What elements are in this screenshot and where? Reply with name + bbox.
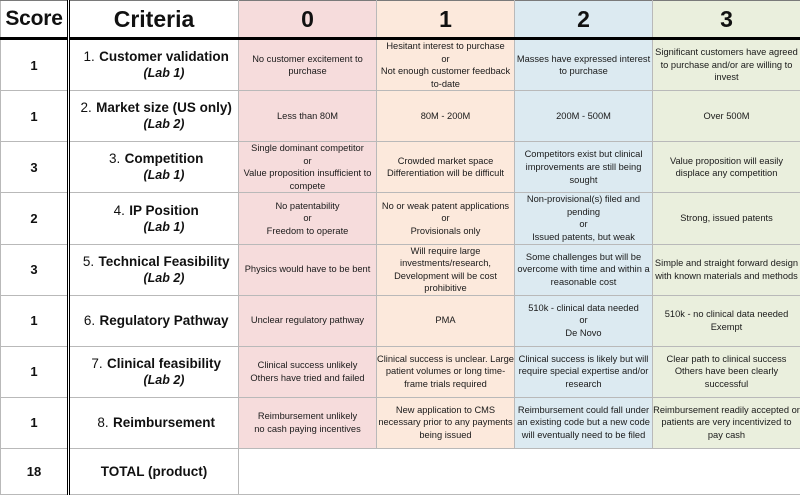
criteria-title <box>79 49 229 64</box>
level-2-description: 200M - 500M <box>515 91 653 142</box>
level-2-description: Masses have expressed interest to purchase <box>515 39 653 91</box>
level-2-description: Clinical success is likely but will require special expertise and/or research <box>515 346 653 397</box>
level-3-description: Strong, issued patents <box>653 193 800 244</box>
table-row <box>1 295 800 346</box>
criteria-cell <box>69 397 239 448</box>
criteria-title <box>78 254 229 269</box>
criteria-cell <box>69 91 239 142</box>
level-0-description: No customer excitement to purchase <box>239 39 377 91</box>
level-0-description: Clinical success unlikely Others have tried and failed <box>239 346 377 397</box>
level-2-description: 510k - clinical data needed or De Novo <box>515 295 653 346</box>
table-body <box>1 39 800 495</box>
table-row <box>1 39 800 91</box>
criteria-title <box>79 313 228 328</box>
level-1-description: PMA <box>377 295 515 346</box>
table-row <box>1 346 800 397</box>
table-row <box>1 193 800 244</box>
level-2-description: Some challenges but will be overcome with time and within a reasonable cost <box>515 244 653 295</box>
criteria-name: Clinical feasibility <box>107 356 221 371</box>
criteria-cell <box>69 142 239 193</box>
criteria-number: 2. <box>76 100 96 117</box>
criteria-name: Regulatory Pathway <box>99 313 228 328</box>
level-3-description: 510k - no clinical data needed Exempt <box>653 295 800 346</box>
criteria-title <box>87 356 221 371</box>
table-row <box>1 397 800 448</box>
criteria-cell <box>69 346 239 397</box>
criteria-cell <box>69 295 239 346</box>
level-0-description: Unclear regulatory pathway <box>239 295 377 346</box>
score-value: 1 <box>1 397 69 448</box>
level-1-description: Will require large investments/research, Development will be cost prohibitive <box>377 244 515 295</box>
criteria-name: IP Position <box>129 203 199 218</box>
column-header-level-3: 3 <box>653 1 800 39</box>
criteria-name: Reimbursement <box>113 415 215 430</box>
level-3-description: Simple and straight forward design with known materials and methods <box>653 244 800 295</box>
score-value: 3 <box>1 244 69 295</box>
level-1-description: No or weak patent applications or Provisionals only <box>377 193 515 244</box>
level-2-description: Non-provisional(s) filed and pending or Issued patents, but weak <box>515 193 653 244</box>
score-value: 2 <box>1 193 69 244</box>
column-header-level-2: 2 <box>515 1 653 39</box>
column-header-score: Score <box>1 1 69 39</box>
criteria-lab: (Lab 1) <box>90 220 238 236</box>
criteria-lab: (Lab 2) <box>90 373 238 389</box>
criteria-name: Market size (US only) <box>96 100 232 115</box>
level-3-description: Over 500M <box>653 91 800 142</box>
score-value: 1 <box>1 346 69 397</box>
level-0-description: Less than 80M <box>239 91 377 142</box>
table-row <box>1 244 800 295</box>
score-value: 1 <box>1 295 69 346</box>
criteria-name: Technical Feasibility <box>98 254 229 269</box>
table-header-row <box>1 1 800 39</box>
criteria-name: Customer validation <box>99 49 229 64</box>
level-1-description: New application to CMS necessary prior to any payments being issued <box>377 397 515 448</box>
criteria-number: 4. <box>109 203 129 220</box>
criteria-number: 5. <box>78 254 98 271</box>
level-2-description: Reimbursement could fall under an existing code but a new code will eventually need to be filed <box>515 397 653 448</box>
criteria-number: 1. <box>79 49 99 66</box>
level-0-description: Physics would have to be bent <box>239 244 377 295</box>
criteria-lab: (Lab 1) <box>90 168 238 184</box>
level-3-description: Value proposition will easily displace any competition <box>653 142 800 193</box>
criteria-number: 8. <box>93 415 113 432</box>
level-3-description: Clear path to clinical success Others have been clearly successful <box>653 346 800 397</box>
criteria-title <box>109 203 199 218</box>
level-3-description: Reimbursement readily accepted or patients are very incentivized to pay cash <box>653 397 800 448</box>
score-value: 1 <box>1 39 69 91</box>
criteria-number: 3. <box>105 151 125 168</box>
level-1-description: Crowded market space Differentiation will be difficult <box>377 142 515 193</box>
criteria-cell <box>69 244 239 295</box>
column-header-level-1: 1 <box>377 1 515 39</box>
level-2-description: Competitors exist but clinical improvements are still being sought <box>515 142 653 193</box>
total-blank-cell <box>239 448 800 494</box>
total-row <box>1 448 800 494</box>
criteria-lab: (Lab 1) <box>90 66 238 82</box>
level-1-description: Clinical success is unclear. Large patient volumes or long time-frame trials required <box>377 346 515 397</box>
criteria-lab: (Lab 2) <box>90 117 238 133</box>
table-row <box>1 91 800 142</box>
criteria-title <box>105 151 204 166</box>
level-1-description: Hesitant interest to purchase or Not enough customer feedback to-date <box>377 39 515 91</box>
level-0-description: No patentability or Freedom to operate <box>239 193 377 244</box>
criteria-title <box>76 100 232 115</box>
level-3-description: Significant customers have agreed to purchase and/or are willing to invest <box>653 39 800 91</box>
criteria-cell <box>69 193 239 244</box>
column-header-criteria: Criteria <box>69 1 239 39</box>
criteria-name: Competition <box>125 151 204 166</box>
total-score-value: 18 <box>1 448 69 494</box>
level-0-description: Single dominant competitor or Value proposition insufficient to compete <box>239 142 377 193</box>
level-1-description: 80M - 200M <box>377 91 515 142</box>
score-value: 3 <box>1 142 69 193</box>
criteria-cell <box>69 39 239 91</box>
criteria-number: 6. <box>79 313 99 330</box>
level-0-description: Reimbursement unlikely no cash paying incentives <box>239 397 377 448</box>
total-label: TOTAL (product) <box>69 448 239 494</box>
criteria-title <box>93 415 215 430</box>
score-value: 1 <box>1 91 69 142</box>
criteria-lab: (Lab 2) <box>90 271 238 287</box>
table-row <box>1 142 800 193</box>
column-header-level-0: 0 <box>239 1 377 39</box>
criteria-number: 7. <box>87 356 107 373</box>
